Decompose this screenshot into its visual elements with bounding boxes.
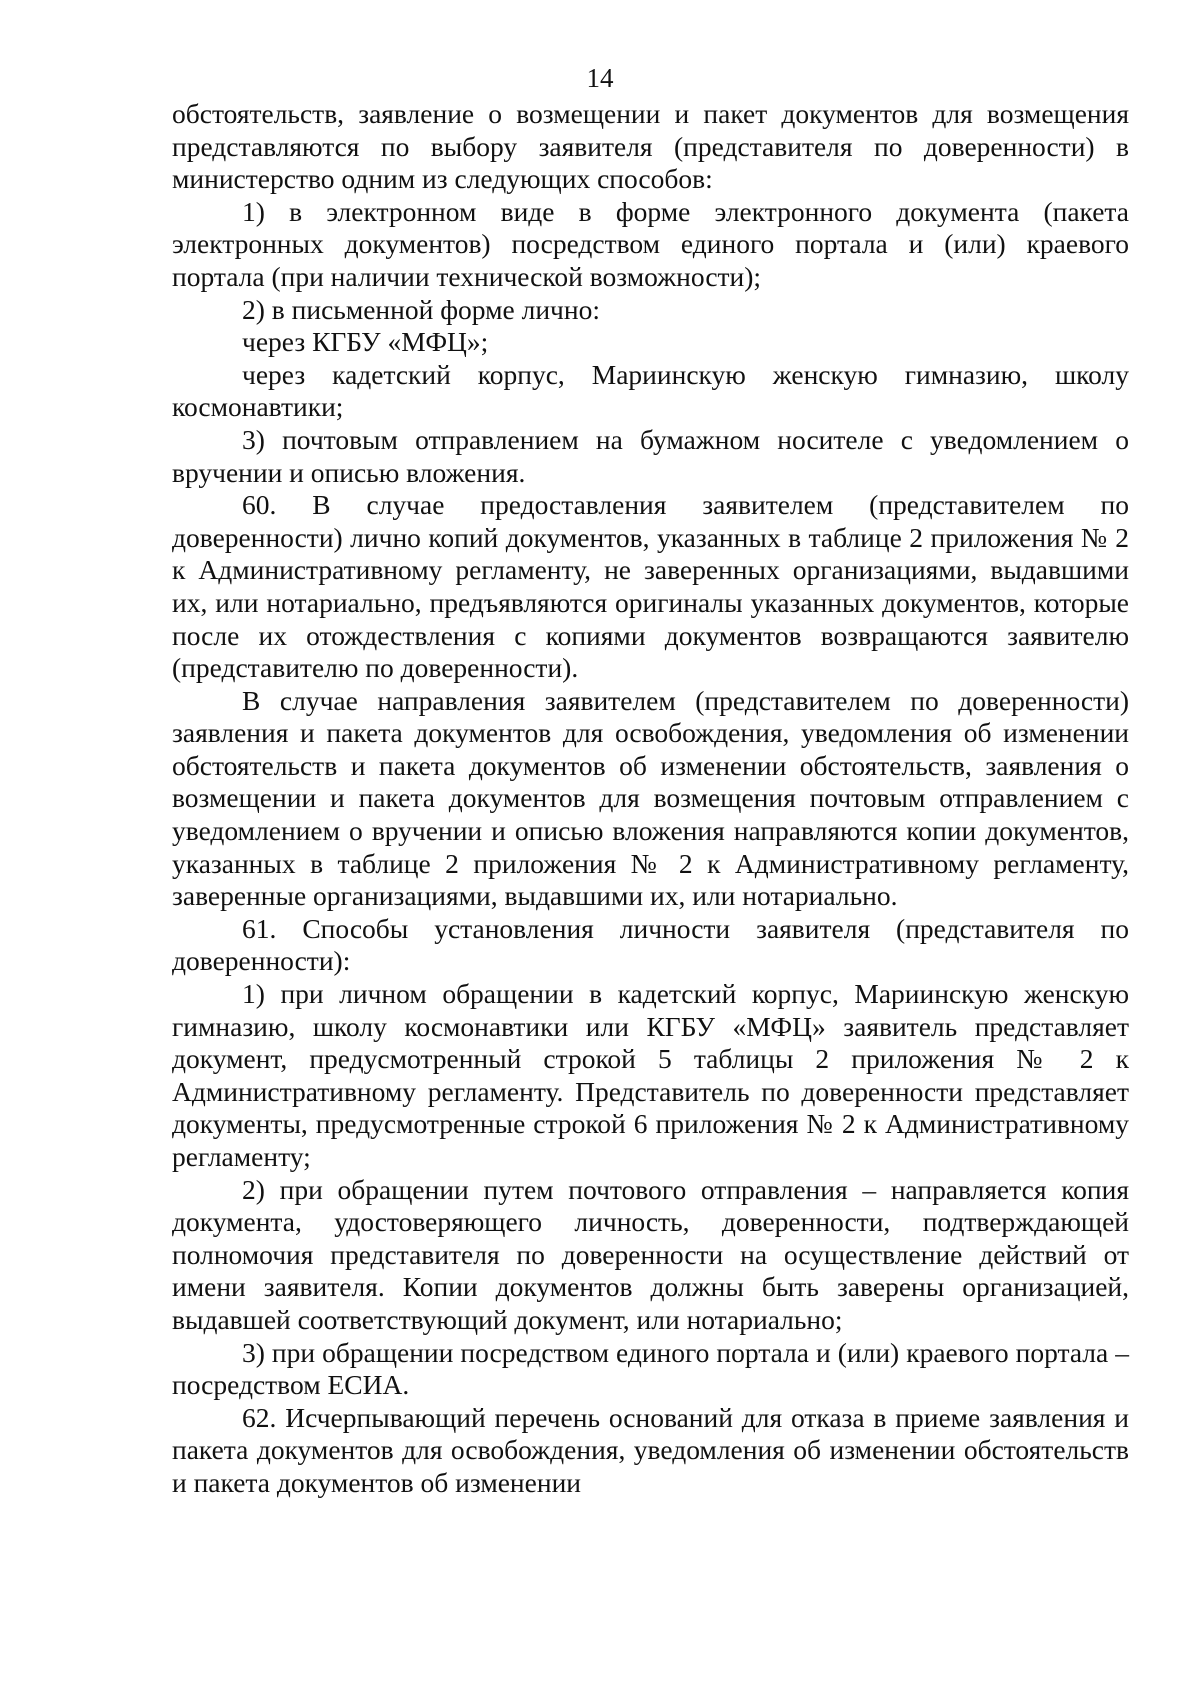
paragraph-61: 61. Способы установления личности заявителя (представителя по доверенности): <box>172 912 1129 977</box>
paragraph-continuation: обстоятельств, заявление о возмещении и пакет документов для возмещения представляются по выбору заявителя (представителя по доверенности) в министерство одним из следующих способов: <box>172 98 1129 195</box>
paragraph-60: 60. В случае предоставления заявителем (представителем по доверенности) лично копий документов, указанных в таблице 2 приложения № 2 к Административному регламенту, не заверенных организациями, выдавшими их, или нотариально, предъявляются оригиналы указанных документов, которые после их отождествления с копиями документов возвращаются заявителю (представителю по доверенности). <box>172 489 1129 684</box>
paragraph-method-3: 3) почтовым отправлением на бумажном носителе с уведомлением о вручении и описью вложения. <box>172 423 1129 488</box>
paragraph-61-item-2: 2) при обращении путем почтового отправления – направляется копия документа, удостоверяющего личность, доверенности, подтверждающей полномочия представителя по доверенности на осуществление действий от имени заявителя. Копии документов должны быть заверены организацией, выдавшей соответствующий документ, или нотариально; <box>172 1173 1129 1335</box>
paragraph-61-item-3: 3) при обращении посредством единого портала и (или) краевого портала – посредством ЕСИА. <box>172 1336 1129 1401</box>
paragraph-61-item-1: 1) при личном обращении в кадетский корпус, Мариинскую женскую гимназию, школу космонавтики или КГБУ «МФЦ» заявитель представляет документ, предусмотренный строкой 5 таблицы 2 приложения № 2 к Административному регламенту. Представитель по доверенности представляет документы, предусмотренные строкой 6 приложения № 2 к Административному регламенту; <box>172 978 1129 1172</box>
paragraph-62: 62. Исчерпывающий перечень оснований для отказа в приеме заявления и пакета документов для освобождения, уведомления об изменении обстоятельств и пакета документов об изменении <box>172 1401 1129 1498</box>
paragraph-method-2: 2) в письменной форме лично: <box>242 293 600 325</box>
page-body <box>172 98 1129 1500</box>
paragraph-method-2-schools: через кадетский корпус, Мариинскую женскую гимназию, школу космонавтики; <box>172 358 1129 423</box>
paragraph-method-2-mfc: через КГБУ «МФЦ»; <box>242 326 489 358</box>
paragraph-60-postal: В случае направления заявителем (представителем по доверенности) заявления и пакета документов для освобождения, уведомления об изменении обстоятельств и пакета документов об изменении обстоятельств, заявления о возмещении и пакета документов для возмещения почтовым отправлением с уведомлением о вручении и описью вложения направляются копии документов, указанных в таблице 2 приложения № 2 к Административному регламенту, заверенные организациями, выдавшими их, или нотариально. <box>172 684 1129 912</box>
paragraph-method-1: 1) в электронном виде в форме электронного документа (пакета электронных документов) посредством единого портала и (или) краевого портала (при наличии технической возможности); <box>172 195 1129 292</box>
page-number: 14 <box>586 63 614 93</box>
